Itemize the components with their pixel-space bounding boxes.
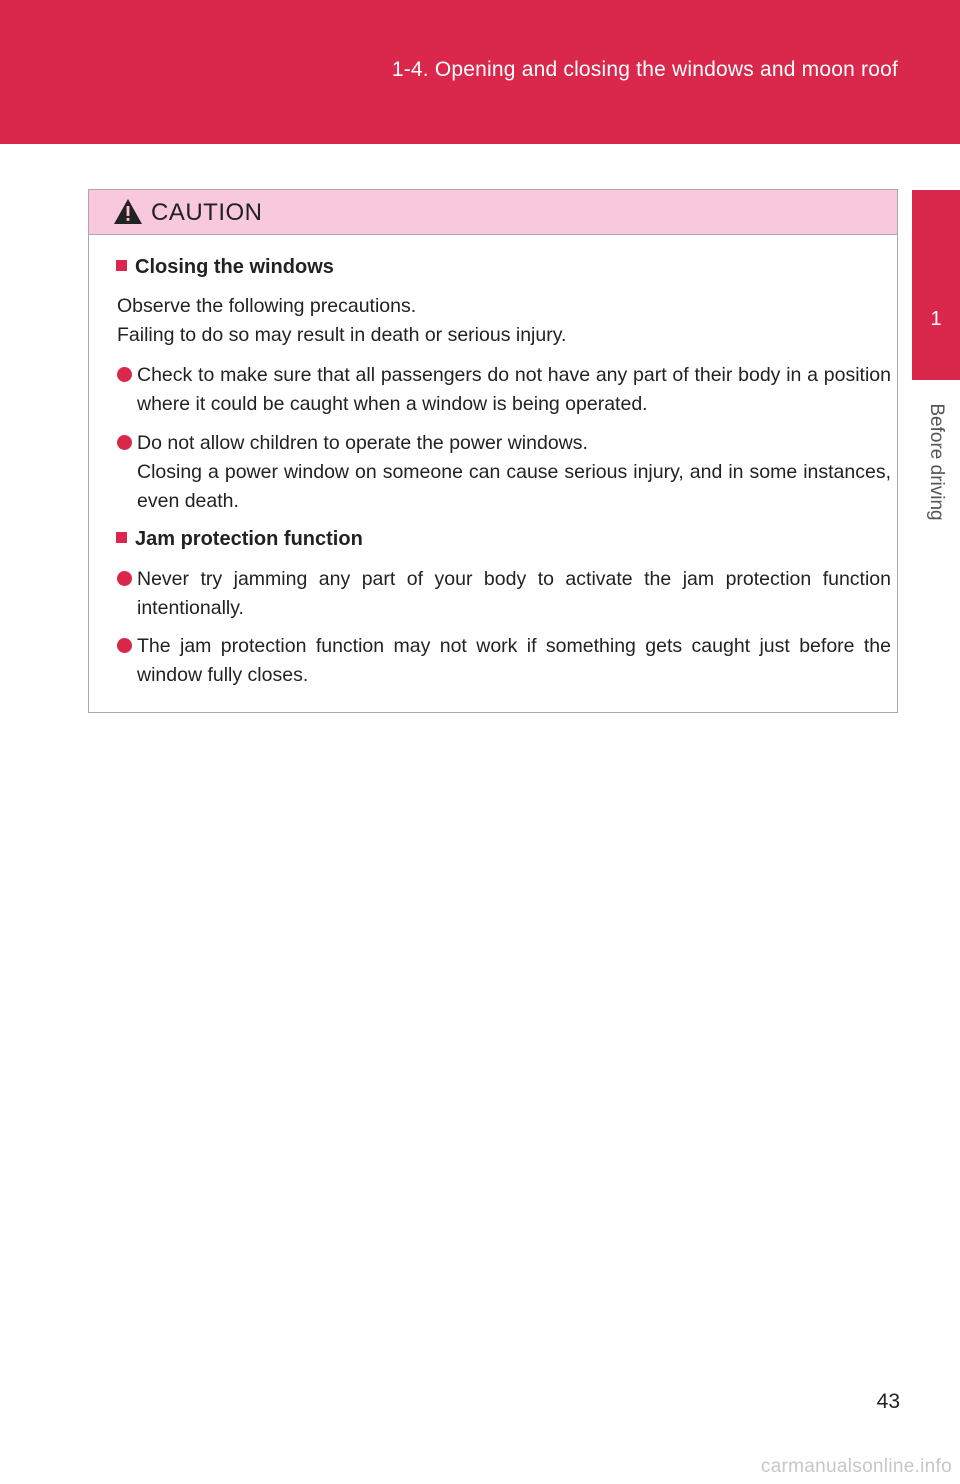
round-bullet-icon	[117, 638, 132, 653]
chapter-number: 1	[930, 308, 942, 330]
round-bullet-icon	[117, 367, 132, 382]
section-heading: Closing the windows	[116, 256, 334, 279]
section-intro: Observe the following precautions. Failing to do so may result in death or serious injury.	[117, 295, 567, 346]
round-bullet-icon	[117, 571, 132, 586]
bullet-item: Check to make sure that all passengers do not have any part of their body in a position where it could be caught when a window is being operated.	[117, 361, 891, 419]
header-band	[0, 0, 960, 144]
section-heading: Jam protection function	[116, 528, 363, 551]
chapter-label: Before driving	[926, 403, 947, 521]
round-bullet-icon	[117, 435, 132, 450]
caution-header	[89, 190, 897, 235]
caution-body	[89, 235, 897, 712]
bullet-item: Never try jamming any part of your body to activate the jam protection function intentionally.	[117, 565, 891, 623]
page-number: 43	[876, 1390, 900, 1413]
chapter-tab	[912, 190, 960, 380]
section-title: 1-4. Opening and closing the windows and moon roof	[391, 58, 898, 81]
caution-box	[88, 189, 898, 713]
bullet-item: Do not allow children to operate the power windows. Closing a power window on someone can cause serious injury, and in some instances, even death.	[117, 429, 891, 516]
caution-title: CAUTION	[151, 199, 263, 226]
bullet-item: The jam protection function may not work if something gets caught just before the window fully closes.	[117, 632, 891, 690]
square-bullet-icon	[116, 532, 127, 543]
square-bullet-icon	[116, 260, 127, 271]
warning-triangle-icon	[113, 198, 143, 225]
watermark: carmanualsonline.info	[760, 1456, 952, 1477]
